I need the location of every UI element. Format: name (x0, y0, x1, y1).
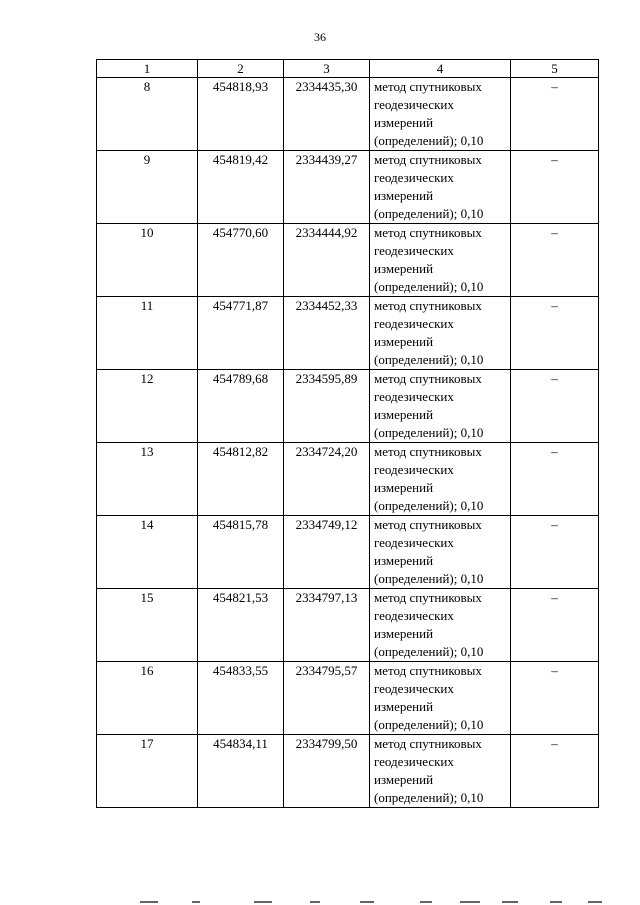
description-cell: – (511, 370, 599, 443)
method-line: метод спутниковых (374, 444, 482, 459)
y-coordinate-cell: 2334797,13 (284, 589, 370, 662)
y-coordinate-cell: 2334439,27 (284, 151, 370, 224)
y-coordinate-cell: 2334795,57 (284, 662, 370, 735)
x-coordinate-cell: 454789,68 (198, 370, 284, 443)
x-coordinate-cell: 454815,78 (198, 516, 284, 589)
point-number-cell: 13 (97, 443, 198, 516)
method-cell (370, 589, 511, 662)
table-row (97, 516, 599, 589)
method-cell (370, 224, 511, 297)
method-line: геодезических (374, 389, 454, 404)
method-cell (370, 370, 511, 443)
method-cell (370, 297, 511, 370)
method-line: геодезических (374, 243, 454, 258)
method-line: измерений (374, 626, 434, 641)
method-line: метод спутниковых (374, 590, 482, 605)
y-coordinate-cell: 2334435,30 (284, 78, 370, 151)
method-line: геодезических (374, 535, 454, 550)
coordinates-table (96, 59, 599, 808)
y-coordinate-cell: 2334595,89 (284, 370, 370, 443)
method-line: метод спутниковых (374, 298, 482, 313)
description-cell: – (511, 78, 599, 151)
method-line: (определений); 0,10 (374, 498, 484, 513)
method-line: измерений (374, 553, 434, 568)
method-line: геодезических (374, 97, 454, 112)
point-number-cell: 10 (97, 224, 198, 297)
point-number-cell: 15 (97, 589, 198, 662)
table-row (97, 735, 599, 808)
column-header: 1 (97, 60, 198, 78)
table-body (97, 78, 599, 808)
x-coordinate-cell: 454818,93 (198, 78, 284, 151)
method-line: метод спутниковых (374, 371, 482, 386)
method-cell (370, 662, 511, 735)
description-cell: – (511, 735, 599, 808)
method-line: (определений); 0,10 (374, 206, 484, 221)
method-line: (определений); 0,10 (374, 790, 484, 805)
table-row (97, 662, 599, 735)
method-line: (определений); 0,10 (374, 644, 484, 659)
method-line: измерений (374, 334, 434, 349)
method-line: измерений (374, 699, 434, 714)
method-line: метод спутниковых (374, 79, 482, 94)
method-line: (определений); 0,10 (374, 571, 484, 586)
description-cell: – (511, 443, 599, 516)
column-header: 4 (370, 60, 511, 78)
x-coordinate-cell: 454770,60 (198, 224, 284, 297)
y-coordinate-cell: 2334452,33 (284, 297, 370, 370)
method-line: (определений); 0,10 (374, 717, 484, 732)
table-row (97, 224, 599, 297)
method-line: геодезических (374, 170, 454, 185)
point-number-cell: 16 (97, 662, 198, 735)
method-line: метод спутниковых (374, 736, 482, 751)
x-coordinate-cell: 454833,55 (198, 662, 284, 735)
method-line: измерений (374, 188, 434, 203)
method-cell (370, 151, 511, 224)
method-line: (определений); 0,10 (374, 279, 484, 294)
method-line: геодезических (374, 462, 454, 477)
x-coordinate-cell: 454812,82 (198, 443, 284, 516)
table-row (97, 589, 599, 662)
column-header: 2 (198, 60, 284, 78)
description-cell: – (511, 151, 599, 224)
method-cell (370, 516, 511, 589)
y-coordinate-cell: 2334799,50 (284, 735, 370, 808)
table-row (97, 370, 599, 443)
y-coordinate-cell: 2334749,12 (284, 516, 370, 589)
table-row (97, 78, 599, 151)
x-coordinate-cell: 454821,53 (198, 589, 284, 662)
method-line: измерений (374, 261, 434, 276)
description-cell: – (511, 516, 599, 589)
table-header-row (97, 60, 599, 78)
method-line: (определений); 0,10 (374, 133, 484, 148)
method-line: (определений); 0,10 (374, 352, 484, 367)
method-cell (370, 78, 511, 151)
x-coordinate-cell: 454819,42 (198, 151, 284, 224)
point-number-cell: 8 (97, 78, 198, 151)
description-cell: – (511, 662, 599, 735)
method-line: метод спутниковых (374, 225, 482, 240)
method-line: измерений (374, 407, 434, 422)
x-coordinate-cell: 454834,11 (198, 735, 284, 808)
column-header: 5 (511, 60, 599, 78)
method-line: метод спутниковых (374, 663, 482, 678)
method-line: метод спутниковых (374, 517, 482, 532)
description-cell: – (511, 589, 599, 662)
point-number-cell: 14 (97, 516, 198, 589)
table-row (97, 297, 599, 370)
scan-edge-marks (130, 893, 610, 905)
method-cell (370, 735, 511, 808)
point-number-cell: 11 (97, 297, 198, 370)
y-coordinate-cell: 2334724,20 (284, 443, 370, 516)
page-number: 36 (314, 30, 326, 44)
point-number-cell: 17 (97, 735, 198, 808)
x-coordinate-cell: 454771,87 (198, 297, 284, 370)
method-line: (определений); 0,10 (374, 425, 484, 440)
description-cell: – (511, 224, 599, 297)
point-number-cell: 12 (97, 370, 198, 443)
table-row (97, 443, 599, 516)
method-line: измерений (374, 772, 434, 787)
method-line: геодезических (374, 608, 454, 623)
method-line: геодезических (374, 681, 454, 696)
method-line: геодезических (374, 316, 454, 331)
y-coordinate-cell: 2334444,92 (284, 224, 370, 297)
description-cell: – (511, 297, 599, 370)
method-line: метод спутниковых (374, 152, 482, 167)
method-cell (370, 443, 511, 516)
point-number-cell: 9 (97, 151, 198, 224)
method-line: измерений (374, 115, 434, 130)
method-line: геодезических (374, 754, 454, 769)
table-row (97, 151, 599, 224)
column-header: 3 (284, 60, 370, 78)
method-line: измерений (374, 480, 434, 495)
